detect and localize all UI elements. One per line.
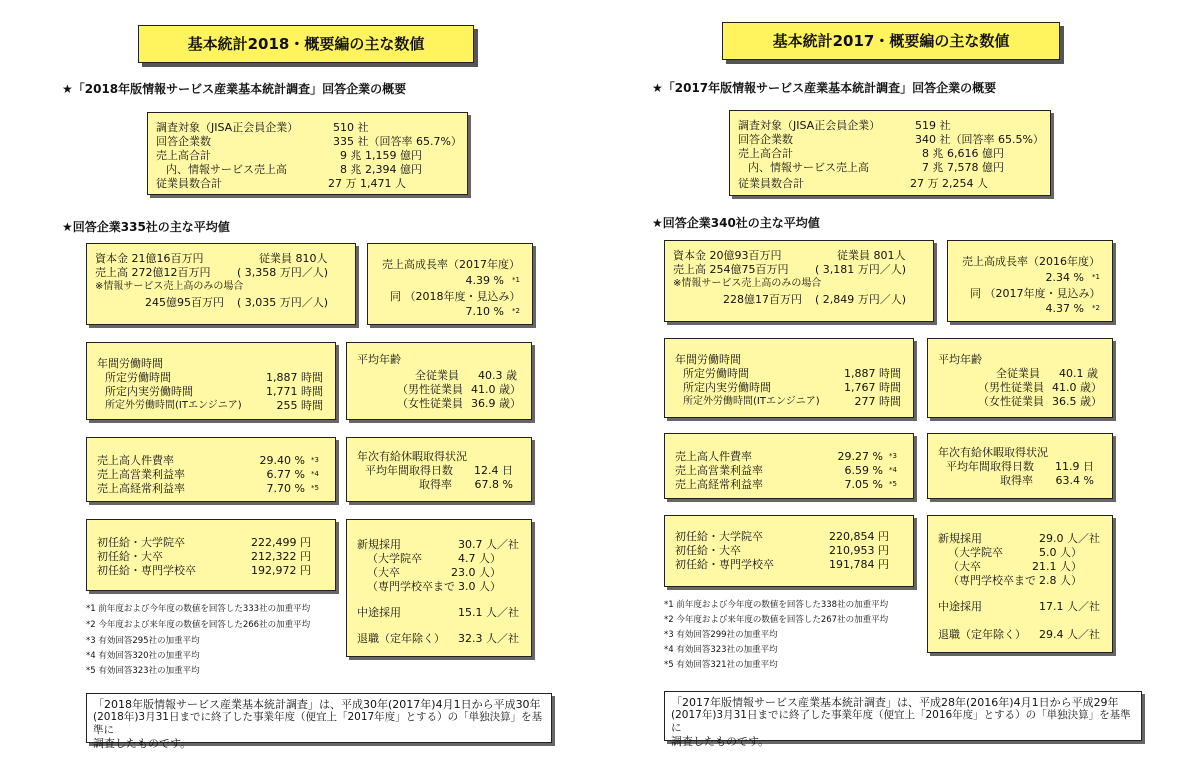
- growth-label: 同 （2018年度・見込み）: [390, 290, 521, 303]
- salary-label: 初任給・大学院卒: [97, 536, 185, 549]
- leave-value: 63.4 %: [1055, 474, 1094, 487]
- sales-per-head: ( 3,358 万円／人): [237, 266, 329, 279]
- ratio-value: 7.05 %: [844, 478, 883, 491]
- overview-label: 調査対象（JISA正会員企業）: [738, 119, 881, 132]
- hiring-value: 15.1 人／社: [458, 606, 519, 619]
- overview-label: 回答企業数: [738, 133, 793, 146]
- hours-value: 255 時間: [276, 399, 323, 412]
- hours-label: 所定労働時間: [105, 371, 171, 384]
- salary-box: [664, 515, 914, 587]
- age-label: 全従業員: [996, 367, 1040, 380]
- page-title: 基本統計2017・概要編の主な数値: [722, 22, 1060, 60]
- hiring-label: 新規採用: [357, 538, 401, 551]
- hours-box: [664, 338, 914, 418]
- age-label: （男性従業員: [397, 383, 463, 396]
- salary-value: 191,784 円: [829, 558, 889, 571]
- hiring-label: 新規採用: [938, 532, 982, 545]
- hiring-label: 中途採用: [357, 606, 401, 619]
- capital-box: [664, 240, 934, 322]
- overview-label: 内、情報サービス売上高: [166, 163, 287, 176]
- growth-note: *1: [1092, 273, 1100, 281]
- survey-footnote: [86, 693, 552, 750]
- hiring-value: 2.8 人）: [1039, 574, 1082, 587]
- leave-box: [346, 437, 532, 502]
- employee-count: 従業員 801人: [837, 249, 906, 262]
- salary-value: 220,854 円: [829, 530, 889, 543]
- info-service-note: ※情報サービス売上高のみの場合: [95, 281, 244, 292]
- ratio-note: *3: [889, 452, 897, 460]
- ratio-value: 6.77 %: [266, 468, 305, 481]
- ratio-label: 売上高人件費率: [97, 454, 174, 467]
- overview-value: 335 社（回答率 65.7%）: [333, 135, 462, 148]
- ratio-note: *3: [311, 456, 319, 464]
- overview-value: 7 兆 7,578 億円: [922, 161, 1004, 174]
- footnote-line: 「2018年版情報サービス産業基本統計調査」は、平成30年(2017年)4月1日から平成30年: [93, 698, 541, 711]
- info-service-sales: 228億17百万円: [723, 293, 802, 306]
- age-box: [927, 338, 1113, 418]
- hours-value: 1,767 時間: [844, 381, 901, 394]
- sales-line: 売上高 272億12百万円: [95, 266, 211, 279]
- growth-note: *1: [512, 276, 520, 284]
- age-value: 40.1 歳: [1059, 367, 1098, 380]
- hiring-value: 3.0 人）: [458, 580, 501, 593]
- hiring-value: 32.3 人／社: [458, 632, 519, 645]
- ratio-label: 売上高営業利益率: [97, 468, 185, 481]
- hours-value: 1,887 時間: [266, 371, 323, 384]
- age-value: 36.5 歳）: [1052, 395, 1102, 408]
- hiring-value: 17.1 人／社: [1039, 600, 1100, 613]
- hours-value: 1,771 時間: [266, 385, 323, 398]
- age-value: 41.0 歳）: [1052, 381, 1102, 394]
- hiring-label: （大学院卒: [948, 546, 1003, 559]
- overview-heading: ★「2018年版情報サービス産業基本統計調査」回答企業の概要: [62, 82, 407, 96]
- hiring-value: 23.0 人）: [451, 566, 501, 579]
- hiring-box: [346, 519, 532, 657]
- growth-value: 2.34 %: [1045, 271, 1084, 284]
- averages-heading: ★回答企業335社の主な平均値: [62, 220, 230, 234]
- age-heading: 平均年齢: [938, 353, 982, 366]
- hiring-value: 21.1 人）: [1032, 560, 1082, 573]
- hiring-value: 5.0 人）: [1039, 546, 1082, 559]
- hours-heading: 年間労働時間: [675, 353, 741, 366]
- leave-value: 12.4 日: [474, 464, 513, 477]
- hiring-label: （大卒: [948, 560, 981, 573]
- overview-value: 340 社（回答率 65.5%）: [915, 133, 1044, 146]
- salary-value: 212,322 円: [251, 550, 311, 563]
- ratio-note: *4: [311, 470, 319, 478]
- overview-label: 売上高合計: [738, 147, 793, 160]
- growth-box: [947, 240, 1113, 322]
- note-line: *3 有効回答299社の加重平均: [664, 630, 778, 640]
- ratio-note: *5: [889, 480, 897, 488]
- growth-value: 4.39 %: [465, 274, 504, 287]
- ratio-note: *4: [889, 466, 897, 474]
- page-title: 基本統計2018・概要編の主な数値: [138, 25, 474, 63]
- overview-value: 8 兆 2,394 億円: [340, 163, 422, 176]
- note-line: *2 今年度および来年度の数値を回答した267社の加重平均: [664, 615, 889, 625]
- growth-note: *2: [1092, 304, 1100, 312]
- salary-value: 222,499 円: [251, 536, 311, 549]
- growth-label: 売上高成長率（2017年度）: [382, 258, 520, 271]
- leave-label: 取得率: [419, 478, 452, 491]
- hiring-label: （専門学校卒まで: [367, 580, 455, 593]
- leave-value: 67.8 %: [474, 478, 513, 491]
- overview-label: 従業員数合計: [738, 177, 804, 190]
- salary-box: [86, 519, 336, 591]
- salary-value: 192,972 円: [251, 564, 311, 577]
- age-box: [346, 342, 532, 420]
- hiring-label: 退職（定年除く）: [938, 628, 1026, 641]
- ratio-label: 売上高経常利益率: [97, 482, 185, 495]
- info-service-sales: 245億95百万円: [145, 296, 224, 309]
- overview-box: [729, 110, 1051, 196]
- averages-heading: ★回答企業340社の主な平均値: [652, 216, 820, 230]
- hiring-value: 29.4 人／社: [1039, 628, 1100, 641]
- leave-heading: 年次有給休暇取得状況: [938, 446, 1048, 459]
- hours-label: 所定内実労働時間: [105, 385, 193, 398]
- overview-label: 内、情報サービス売上高: [748, 161, 869, 174]
- growth-label: 同 （2017年度・見込み）: [970, 287, 1101, 300]
- growth-value: 4.37 %: [1045, 302, 1084, 315]
- note-line: *5 有効回答321社の加重平均: [664, 660, 778, 670]
- capital-line: 資本金 20億93百万円: [673, 249, 782, 262]
- overview-heading: ★「2017年版情報サービス産業基本統計調査」回答企業の概要: [652, 81, 997, 95]
- overview-label: 売上高合計: [156, 149, 211, 162]
- footnote-line: 調査したものです。: [671, 735, 770, 748]
- leave-box: [927, 433, 1113, 499]
- info-service-per-head: ( 3,035 万円／人): [237, 296, 329, 309]
- age-value: 36.9 歳）: [471, 397, 521, 410]
- note-line: *1 前年度および今年度の数値を回答した338社の加重平均: [664, 600, 889, 610]
- footnote-line: (2018年)3月31日までに終了した事業年度（便宜上「2017年度」とする）の「単独決算」を基準に: [93, 711, 543, 736]
- growth-note: *2: [512, 307, 520, 315]
- hours-label: 所定外労働時間(ITエンジニア): [105, 400, 242, 411]
- ratio-label: 売上高営業利益率: [675, 464, 763, 477]
- age-label: （女性従業員: [397, 397, 463, 410]
- ratio-label: 売上高経常利益率: [675, 478, 763, 491]
- growth-label: 売上高成長率（2016年度）: [962, 255, 1100, 268]
- growth-box: [367, 243, 533, 325]
- employee-count: 従業員 810人: [259, 252, 328, 265]
- age-value: 41.0 歳）: [471, 383, 521, 396]
- ratio-value: 29.27 %: [837, 450, 883, 463]
- leave-heading: 年次有給休暇取得状況: [357, 450, 467, 463]
- overview-value: 27 万 1,471 人: [328, 177, 406, 190]
- hours-label: 所定外労働時間(ITエンジニア): [683, 396, 820, 407]
- ratio-value: 6.59 %: [844, 464, 883, 477]
- note-line: *2 今年度および来年度の数値を回答した266社の加重平均: [86, 620, 311, 630]
- hours-value: 277 時間: [854, 395, 901, 408]
- footnote-line: (2017年)3月31日までに終了した事業年度（便宜上「2016年度」とする）の「単独決算」を基準に: [671, 709, 1131, 734]
- overview-label: 調査対象（JISA正会員企業）: [156, 121, 299, 134]
- hours-label: 所定労働時間: [683, 367, 749, 380]
- overview-value: 510 社: [333, 121, 369, 134]
- hiring-label: 中途採用: [938, 600, 982, 613]
- salary-label: 初任給・専門学校卒: [675, 558, 774, 571]
- overview-box: [147, 112, 468, 195]
- overview-value: 27 万 2,254 人: [910, 177, 988, 190]
- hiring-value: 30.7 人／社: [458, 538, 519, 551]
- leave-label: 平均年間取得日数: [946, 460, 1034, 473]
- salary-label: 初任給・大卒: [97, 550, 163, 563]
- info-service-per-head: ( 2,849 万円／人): [815, 293, 907, 306]
- ratio-value: 29.40 %: [259, 454, 305, 467]
- sales-per-head: ( 3,181 万円／人): [815, 263, 907, 276]
- hiring-label: （専門学校卒まで: [948, 574, 1036, 587]
- sales-line: 売上高 254億75百万円: [673, 263, 789, 276]
- ratio-box: [664, 433, 914, 499]
- overview-value: 9 兆 1,159 億円: [340, 149, 422, 162]
- capital-box: [86, 243, 356, 325]
- age-value: 40.3 歳: [478, 369, 517, 382]
- footnote-line: 「2017年版情報サービス産業基本統計調査」は、平成28年(2016年)4月1日から平成29年: [671, 696, 1119, 709]
- leave-label: 平均年間取得日数: [365, 464, 453, 477]
- age-heading: 平均年齢: [357, 353, 401, 366]
- note-line: *3 有効回答295社の加重平均: [86, 636, 200, 646]
- note-line: *5 有効回答323社の加重平均: [86, 666, 200, 676]
- hours-box: [86, 342, 336, 420]
- hiring-box: [927, 515, 1113, 653]
- ratio-label: 売上高人件費率: [675, 450, 752, 463]
- note-line: *4 有効回答323社の加重平均: [664, 645, 778, 655]
- capital-line: 資本金 21億16百万円: [95, 252, 204, 265]
- hiring-label: （大学院卒: [367, 552, 422, 565]
- hiring-value: 4.7 人）: [458, 552, 501, 565]
- overview-value: 519 社: [915, 119, 951, 132]
- hiring-value: 29.0 人／社: [1039, 532, 1100, 545]
- salary-label: 初任給・大学院卒: [675, 530, 763, 543]
- leave-value: 11.9 日: [1055, 460, 1094, 473]
- survey-footnote: [664, 691, 1142, 748]
- info-service-note: ※情報サービス売上高のみの場合: [673, 278, 822, 289]
- footnote-line: 調査したものです。: [93, 737, 192, 750]
- note-line: *4 有効回答320社の加重平均: [86, 651, 200, 661]
- salary-label: 初任給・大卒: [675, 544, 741, 557]
- overview-label: 回答企業数: [156, 135, 211, 148]
- hiring-label: （大卒: [367, 566, 400, 579]
- salary-value: 210,953 円: [829, 544, 889, 557]
- age-label: 全従業員: [415, 369, 459, 382]
- hours-label: 所定内実労働時間: [683, 381, 771, 394]
- age-label: （女性従業員: [978, 395, 1044, 408]
- ratio-note: *5: [311, 484, 319, 492]
- hiring-label: 退職（定年除く）: [357, 632, 445, 645]
- note-line: *1 前年度および今年度の数値を回答した333社の加重平均: [86, 604, 311, 614]
- ratio-box: [86, 437, 336, 502]
- hours-value: 1,887 時間: [844, 367, 901, 380]
- age-label: （男性従業員: [978, 381, 1044, 394]
- salary-label: 初任給・専門学校卒: [97, 564, 196, 577]
- growth-value: 7.10 %: [465, 305, 504, 318]
- leave-label: 取得率: [1000, 474, 1033, 487]
- ratio-value: 7.70 %: [266, 482, 305, 495]
- hours-heading: 年間労働時間: [97, 357, 163, 370]
- overview-value: 8 兆 6,616 億円: [922, 147, 1004, 160]
- overview-label: 従業員数合計: [156, 177, 222, 190]
